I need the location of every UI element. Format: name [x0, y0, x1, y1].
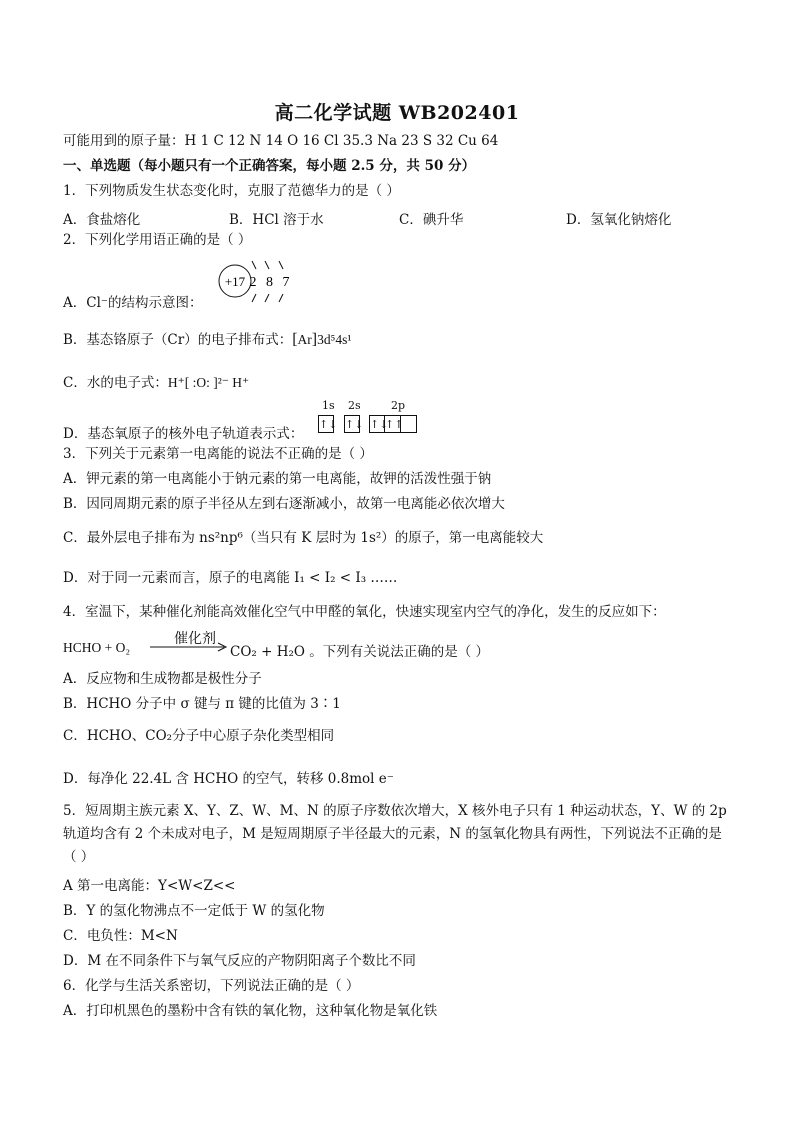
- q4-option-c: C．HCHO、CO₂分子中心原子杂化类型相同: [63, 728, 335, 744]
- q4-option-a: A．反应物和生成物都是极性分子: [63, 671, 262, 687]
- question-2-stem: 2．下列化学用语正确的是（ ）: [63, 232, 252, 248]
- q2-option-a: A．Cl⁻的结构示意图：: [63, 295, 203, 311]
- q5-option-b: B．Y 的氢化物沸点不一定低于 W 的氢化物: [63, 903, 325, 919]
- q2-option-b: B．基态铬原子（Cr）的电子排布式：[Ar]3d⁵4s¹: [63, 331, 352, 348]
- reaction-arrow: [148, 640, 230, 654]
- question-1-stem: 1．下列物质发生状态变化时，克服了范德华力的是（ ）: [63, 183, 400, 199]
- reaction-right: CO₂ + H₂O 。下列有关说法正确的是（ ）: [230, 644, 490, 660]
- q1-option-c: C．碘升华: [399, 212, 464, 228]
- orbital-2p-z: [401, 415, 417, 433]
- question-5-stem: 5．短周期主族元素 X、Y、Z、W、M、N 的原子序数依次增大，X 核外电子只有 1 种运动状态，Y、W 的 2p 轨道均含有 2 个未成对电子，M 是短周期原子半径最大的元素，N 的氢氧化物具有两性，下列说法不正确的是（ ）: [63, 803, 727, 865]
- orbital-label-2s: 2s: [348, 399, 361, 412]
- q3-option-b: B．因同周期元素的原子半径从左到右逐渐减小，故第一电离能必依次增大: [63, 496, 505, 512]
- q4-option-b: B．HCHO 分子中 σ 键与 π 键的比值为 3∶1: [63, 696, 341, 712]
- q1-option-a: A．食盐熔化: [63, 212, 141, 228]
- atomic-masses: 可能用到的原子量：H 1 C 12 N 14 O 16 Cl 35.3 Na 23 S 32 Cu 64: [63, 133, 499, 149]
- orbital-1s-electrons: ↑↓: [318, 415, 334, 433]
- q4-option-d: D．每净化 22.4L 含 HCHO 的空气，转移 0.8mol e⁻: [63, 771, 394, 787]
- q5-option-a: A 第一电离能：Y<W<Z<<: [63, 878, 236, 894]
- valence-configuration: 3d⁵4s¹: [317, 332, 352, 347]
- catalyst-label: 催化剂: [174, 631, 216, 647]
- reaction-left: HCHO + O₂: [63, 640, 131, 655]
- orbital-box-2p: [369, 415, 417, 433]
- q3-option-d: D．对于同一元素而言，原子的电离能 I₁ < I₂ < I₃ ……: [63, 570, 398, 586]
- q1-option-d: D．氢氧化钠熔化: [566, 212, 672, 228]
- section-heading: 一、单选题（每小题只有一个正确答案，每小题 2.5 分，共 50 分）: [63, 158, 476, 174]
- orbital-2p-x: ↑↓: [369, 415, 385, 433]
- q2-option-b-text: B．基态铬原子（Cr）的电子排布式：: [63, 332, 293, 348]
- question-4-stem: 4．室温下，某种催化剂能高效催化空气中甲醛的氧化，快速实现室内空气的净化，发生的反应如下：: [63, 604, 666, 620]
- q5-option-c: C．电负性：M<N: [63, 928, 178, 944]
- q5-option-d: D．M 在不同条件下与氧气反应的产物阴阳离子个数比不同: [63, 953, 416, 969]
- orbital-2p-y: ↑↑: [385, 415, 401, 433]
- shell-electrons: 2 8 7: [249, 275, 293, 290]
- q1-option-b: B．HCl 溶于水: [229, 212, 324, 228]
- orbital-label-1s: 1s: [322, 399, 335, 412]
- q3-option-a: A．钾元素的第一电离能小于钠元素的第一电离能，故钾的活泼性强于钠: [63, 471, 492, 487]
- orbital-2s-electrons: ↑↓: [344, 415, 360, 433]
- q2-option-c: [63, 371, 249, 391]
- q2-option-c-text: C．水的电子式：: [63, 375, 168, 391]
- q3-option-c: C．最外层电子排布为 ns²np⁶（当只有 K 层时为 1s²）的原子，第一电离能较大: [63, 530, 544, 546]
- chloride-ion-structure-diagram: [212, 256, 302, 310]
- question-6-stem: 6．化学与生活关系密切，下列说法正确的是（ ）: [63, 978, 360, 994]
- noble-gas-core: Ar: [297, 332, 312, 347]
- nucleus-charge: +17: [224, 274, 246, 289]
- orbital-box-2s: [344, 415, 364, 433]
- page-title: 高二化学试题 WB202401: [274, 102, 520, 124]
- q2-option-d: D．基态氧原子的核外电子轨道表示式：: [63, 426, 304, 442]
- question-3-stem: 3．下列关于元素第一电离能的说法不正确的是（ ）: [63, 446, 373, 462]
- orbital-box-1s: [318, 415, 338, 433]
- water-electron-formula: H⁺[ :O: ]²⁻ H⁺: [167, 375, 250, 390]
- orbital-label-2p: 2p: [391, 399, 406, 412]
- q6-option-a: A．打印机黑色的墨粉中含有铁的氧化物，这种氧化物是氧化铁: [63, 1003, 438, 1019]
